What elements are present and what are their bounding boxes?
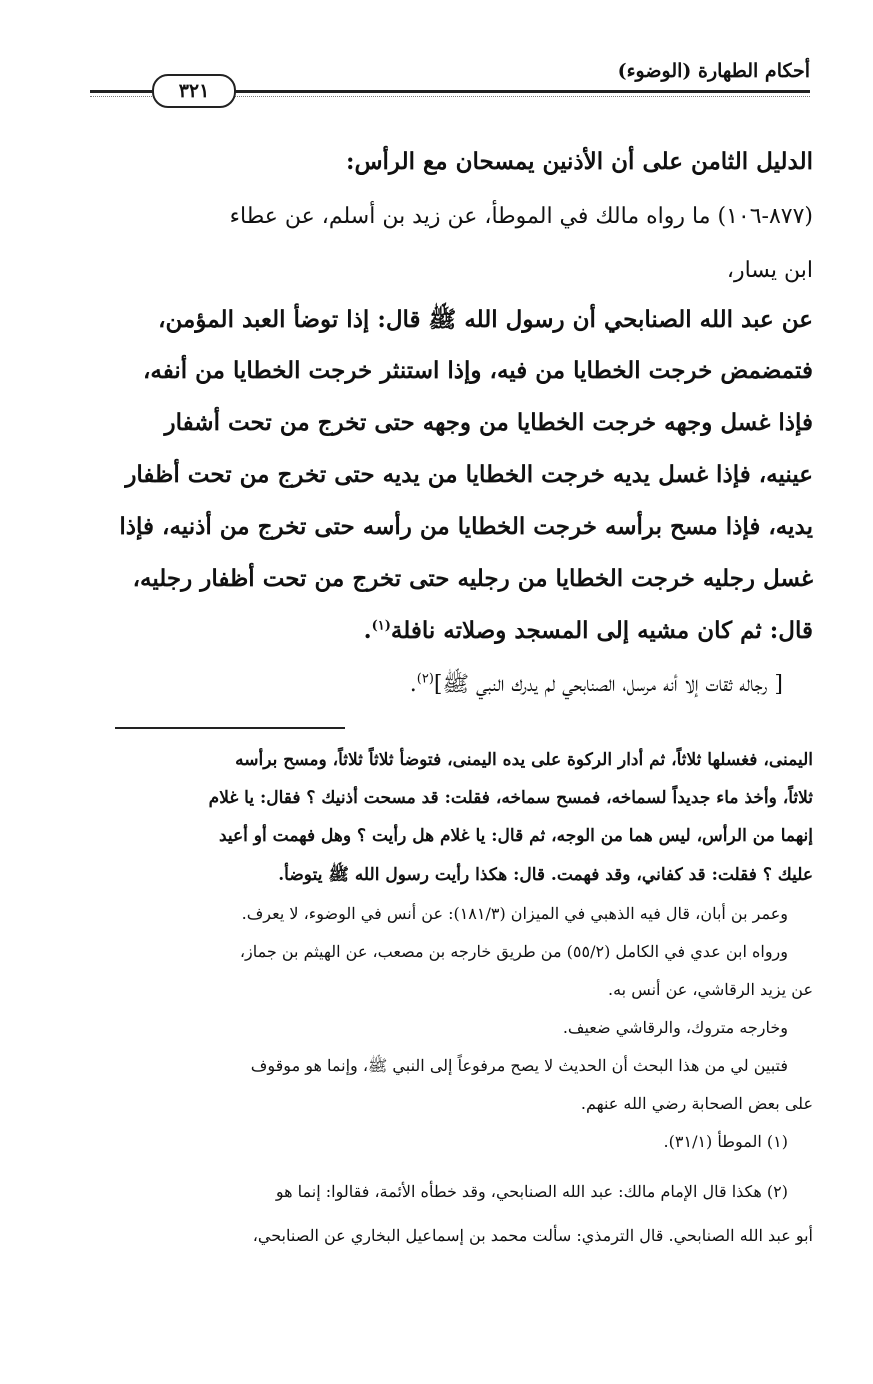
footnote-bold-line: اليمنى، فغسلها ثلاثاً، ثم أدار الركوة على يده اليمنى، فتوضأ ثلاثاً ثلاثاً، ومسح برأسه <box>235 750 813 770</box>
footnote-bold-line: إنهما من الرأس، ليس هما من الوجه، ثم قال: يا غلام هل رأيت ؟ وهل فهمت أو أعيد <box>218 826 813 846</box>
footnote-marker-2: (٢) <box>416 671 434 687</box>
hadith-line: عينيه، فإذا غسل يديه خرجت الخطايا من يديه حتى تخرج من تحت أظفار <box>125 461 813 488</box>
grading-end-period: . <box>409 672 417 697</box>
footnote-line: ورواه ابن عدي في الكامل (٥٥/٢) من طريق خارجه بن مصعب، عن الهيثم بن جماز، <box>239 942 788 961</box>
hadith-line: فتمضمض خرجت الخطايا من فيه، وإذا استنثر خرجت الخطايا من أنفه، <box>142 357 813 384</box>
hadith-line: غسل رجليه خرجت الخطايا من رجليه حتى تخرج من تحت أظفار رجليه، <box>132 565 813 592</box>
hadith-end-period: . <box>363 617 372 644</box>
hadith-line: يديه، فإذا مسح برأسه خرجت الخطايا من رأسه حتى تخرج من أذنيه، فإذا <box>119 513 813 540</box>
page-number-badge: ٣٢١ <box>152 74 236 108</box>
footnote-line: وخارجه متروك، والرقاشي ضعيف. <box>562 1018 788 1037</box>
running-title: أحكام الطهارة (الوضوء) <box>617 60 810 82</box>
footnote-line: على بعض الصحابة رضي الله عنهم. <box>580 1094 813 1113</box>
footnote-line: فتبين لي من هذا البحث أن الحديث لا يصح مرفوعاً إلى النبي ﷺ، وإنما هو موقوف <box>250 1056 788 1075</box>
footnote-bold-line: عليك ؟ فقلت: قد كفاني، وقد فهمت. قال: هكذا رأيت رسول الله ﷺ يتوضأ. <box>278 865 813 885</box>
footnote-separator <box>115 727 345 729</box>
hadith-text: قال: ثم كان مشيه إلى المسجد وصلاته نافلة <box>390 617 813 644</box>
footnote-marker-1: (١) <box>371 618 391 634</box>
footnote-2-continued: أبو عبد الله الصنابحي. قال الترمذي: سألت محمد بن إسماعيل البخاري عن الصنابحي، <box>252 1226 813 1245</box>
hadith-line: فإذا غسل وجهه خرجت الخطايا من وجهه حتى تخرج من تحت أشفار <box>164 409 813 436</box>
grading-line <box>410 670 783 702</box>
section-heading: الدليل الثامن على أن الأذنين يمسحان مع الرأس: <box>345 148 813 175</box>
narration-line-1: (٨٧٧-١٠٦) ما رواه مالك في الموطأ، عن زيد بن أسلم، عن عطاء <box>229 204 813 229</box>
hadith-line-last <box>364 617 813 644</box>
narration-line-2: ابن يسار، <box>726 258 813 283</box>
footnote-line: عن يزيد الرقاشي، عن أنس به. <box>607 980 813 999</box>
grading-text: [ رجاله ثقات إلا أنه مرسل، الصنابحي لم يدرك النبي ﷺ] <box>433 672 783 697</box>
footnote-line: وعمر بن أبان، قال فيه الذهبي في الميزان (١٨١/٣): عن أنس في الوضوء، لا يعرف. <box>241 904 788 923</box>
page-header <box>90 52 810 104</box>
footnote-1: (١) الموطأ (٣١/١). <box>663 1132 788 1151</box>
footnote-2: (٢) هكذا قال الإمام مالك: عبد الله الصنابحي، وقد خطأه الأئمة، فقالوا: إنما هو <box>275 1182 788 1201</box>
footnote-bold-line: ثلاثاً، وأخذ ماء جديداً لسماخه، فمسح سماخه، فقلت: قد مسحت أذنيك ؟ فقال: يا غلام <box>208 788 813 808</box>
hadith-line: عن عبد الله الصنابحي أن رسول الله ﷺ قال: إذا توضأ العبد المؤمن، <box>158 306 813 333</box>
